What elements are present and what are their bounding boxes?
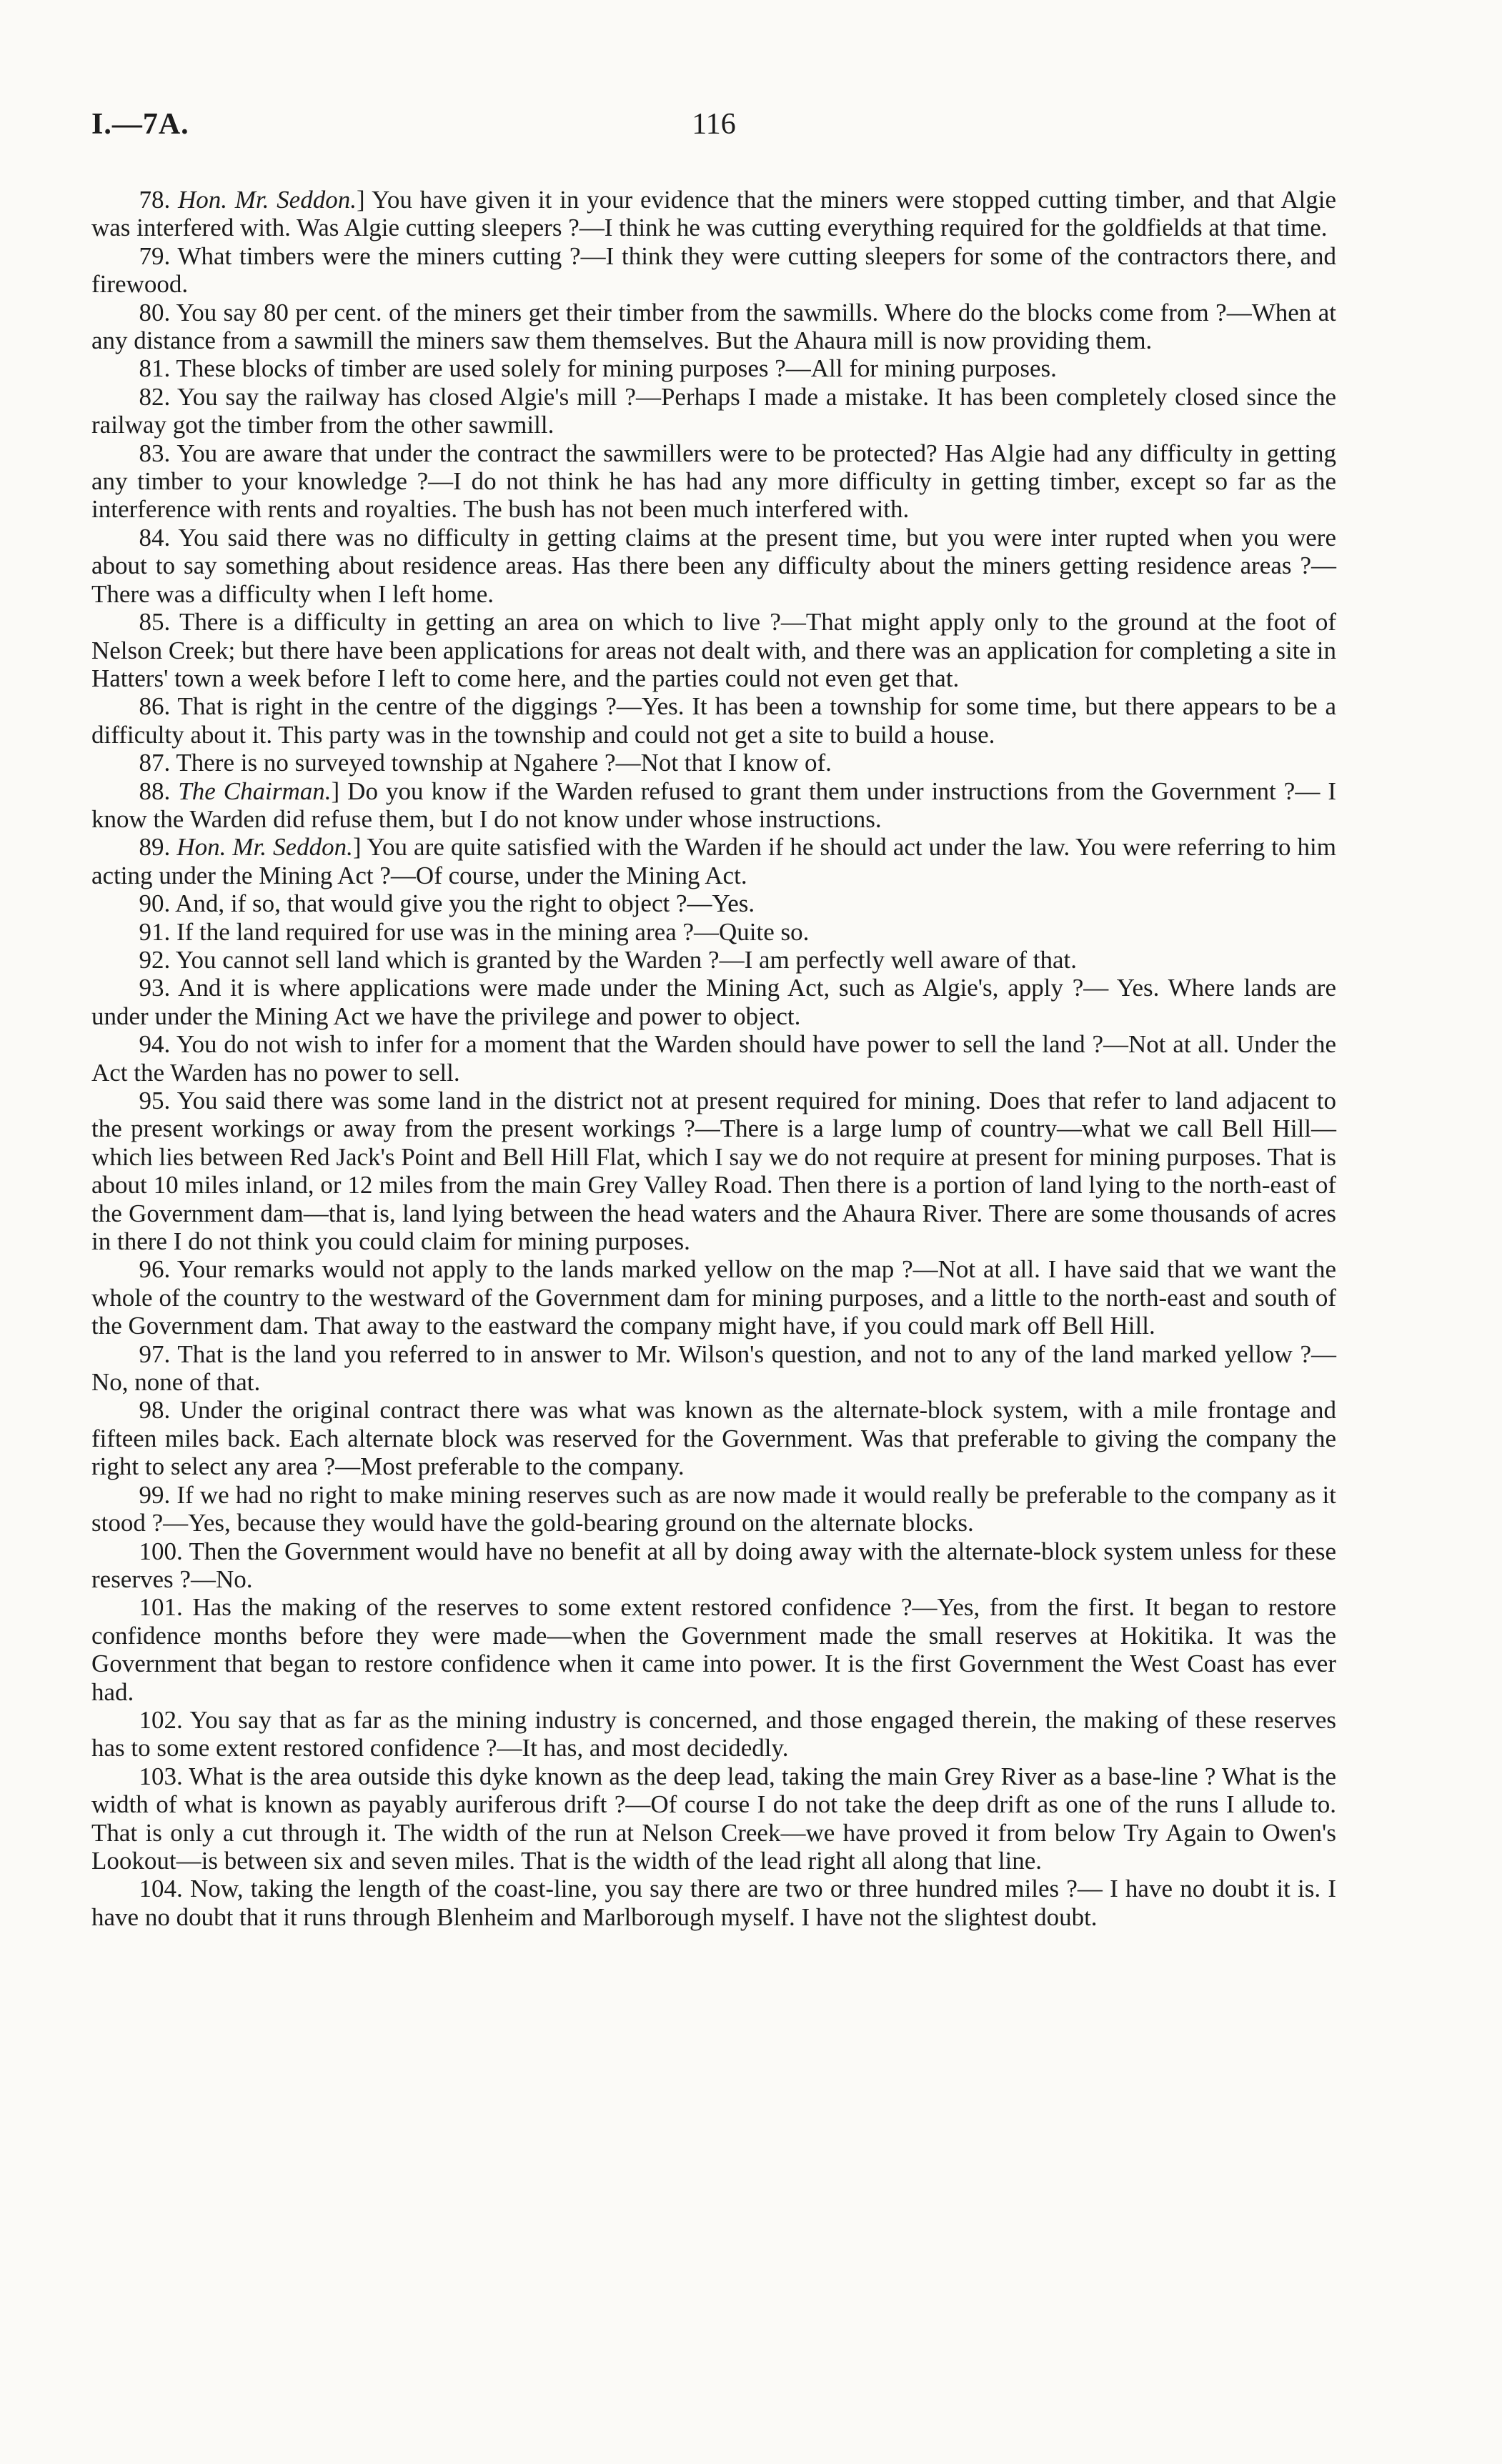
question-paragraph xyxy=(91,242,1336,299)
question-text: Has the making of the reserves to some extent restored confidence ?—Yes, from the first. It began to restore confidence months before they were made—when the Government made the small reserves at Hokitika. It was the Government that began to restore confidence when it came into power. It is the first Government the West Coast has ever had. xyxy=(91,1593,1337,1706)
question-paragraph xyxy=(91,1087,1336,1255)
question-number: 84. xyxy=(139,523,171,552)
question-number: 91. xyxy=(139,917,171,946)
question-paragraph xyxy=(91,354,1336,382)
question-number: 92. xyxy=(139,945,171,974)
question-text: You do not wish to infer for a moment that the Warden should have power to sell the land ?—Not at all. Under the Act the Warden has no power to sell. xyxy=(91,1030,1336,1087)
question-paragraph xyxy=(91,918,1336,946)
question-text: What is the area outside this dyke known as the deep lead, taking the main Grey River as a base-line ? What is the width of what is known as payably auriferous drift ?—Of course I do not take the deep drift as one of the runs I allude to. That is only a cut through it. The width of the run at Nelson Creek—we have proved it from below Try Again to Owen's Lookout—is between six and seven miles. That is the width of the lead right all along that line. xyxy=(91,1762,1336,1875)
question-paragraph xyxy=(91,439,1336,524)
document-page xyxy=(91,100,1336,1931)
question-text: You cannot sell land which is granted by the Warden ?—I am perfectly well aware of that. xyxy=(175,945,1078,974)
question-paragraph xyxy=(91,1593,1336,1706)
question-text: You say 80 per cent. of the miners get their timber from the sawmills. Where do the blocks come from ?—When at any distance from a sawmill the miners saw them themselves. But the Ahaura mill is now providing them. xyxy=(91,298,1337,355)
question-text: Your remarks would not apply to the lands marked yellow on the map ?—Not at all. I have said that we want the whole of the country to the westward of the Government dam for mining purposes, and a little to the north-east and south of the Government dam. That away to the eastward the company might have, if you could mark off Bell Hill. xyxy=(91,1255,1336,1340)
question-paragraph xyxy=(91,946,1336,974)
document-reference: I.—7A. xyxy=(91,108,189,141)
question-number: 103. xyxy=(139,1762,183,1790)
question-number: 97. xyxy=(139,1340,171,1368)
question-number: 86. xyxy=(139,692,171,721)
question-text: What timbers were the miners cutting ?—I think they were cutting sleepers for some of the contractors there, and firewood. xyxy=(91,241,1337,299)
question-paragraph xyxy=(91,833,1336,889)
question-text: ] You have given it in your evidence that the miners were stopped cutting timber, and that Algie was interfered with. Was Algie cutting sleepers ?—I think he was cutting everything required for the goldfields at that time. xyxy=(91,186,1336,242)
question-number: 83. xyxy=(139,439,171,467)
question-paragraph xyxy=(91,749,1336,777)
page-number: 116 xyxy=(692,108,736,141)
question-text: There is a difficulty in getting an area on which to live ?—That might apply only to the ground at the foot of Nelson Creek; but there have been applications for areas not dealt with, and there was an application for completing a site in Hatters' town a week before I left to come here, and the parties could not even get that. xyxy=(91,608,1336,692)
question-number: 79. xyxy=(139,241,171,270)
question-text: These blocks of timber are used solely for mining purposes ?—All for mining purposes. xyxy=(176,354,1057,383)
speaker-name: Hon. Mr. Seddon. xyxy=(176,833,353,862)
page-header xyxy=(91,100,1336,157)
question-number: 102. xyxy=(139,1705,183,1734)
question-number: 100. xyxy=(139,1537,183,1565)
question-paragraph xyxy=(91,889,1336,917)
question-paragraph xyxy=(91,524,1336,608)
question-paragraph xyxy=(91,608,1336,692)
question-number: 96. xyxy=(139,1255,171,1284)
question-text: And, if so, that would give you the right to object ?—Yes. xyxy=(175,889,755,918)
question-paragraph xyxy=(91,1762,1336,1875)
question-text: Under the original contract there was what was known as the alternate-block system, with a mile frontage and fifteen miles back. Each alternate block was reserved for the Government. Was that preferable to giving the company the right to select any area ?—Most preferable to the company. xyxy=(91,1396,1336,1481)
question-text: Now, taking the length of the coast-line, you say there are two or three hundred miles ?— I have no doubt it is. I have no doubt that it runs through Blenheim and Marlborough myself. I have not the slightest doubt. xyxy=(91,1875,1336,1931)
question-paragraph xyxy=(91,1706,1336,1762)
evidence-text xyxy=(91,186,1336,1931)
question-paragraph xyxy=(91,692,1336,749)
question-text: You say the railway has closed Algie's mill ?—Perhaps I made a mistake. It has been completely closed since the railway got the timber from the other sawmill. xyxy=(91,382,1336,439)
question-number: 82. xyxy=(139,382,171,411)
question-number: 81. xyxy=(139,354,171,383)
question-paragraph xyxy=(91,186,1336,242)
question-number: 78. xyxy=(139,186,171,214)
question-paragraph xyxy=(91,974,1336,1030)
question-text: And it is where applications were made under the Mining Act, such as Algie's, apply ?— Yes. Where lands are under under the Mining Act we have the privilege and power to object. xyxy=(91,974,1336,1030)
question-paragraph xyxy=(91,1255,1336,1340)
speaker-name: The Chairman. xyxy=(178,777,332,805)
question-paragraph xyxy=(91,299,1336,355)
question-text: If the land required for use was in the mining area ?—Quite so. xyxy=(176,917,810,946)
question-paragraph xyxy=(91,777,1336,834)
question-text: If we had no right to make mining reserves such as are now made it would really be preferable to the company as it stood ?—Yes, because they would have the gold-bearing ground on the alternate blocks. xyxy=(91,1480,1337,1537)
question-number: 87. xyxy=(139,749,171,777)
question-text: There is no surveyed township at Ngahere ?—Not that I know of. xyxy=(176,749,832,777)
question-number: 85. xyxy=(139,608,171,637)
question-number: 104. xyxy=(139,1875,183,1903)
question-paragraph xyxy=(91,1481,1336,1537)
question-number: 99. xyxy=(139,1480,171,1509)
question-number: 80. xyxy=(139,298,171,326)
question-text: ] You are quite satisfied with the Warden if he should act under the law. You were referring to him acting under the Mining Act ?—Of course, under the Mining Act. xyxy=(91,833,1336,889)
question-text: You say that as far as the mining industry is concerned, and those engaged therein, the making of these reserves has to some extent restored confidence ?—It has, and most decidedly. xyxy=(91,1705,1336,1762)
question-text: You said there was some land in the district not at present required for mining. Does that refer to land adjacent to the present workings or away from the present workings ?—There is a large lump of country—what we call Bell Hill—which lies between Red Jack's Point and Bell Hill Flat, which I say we do not require at present for mining purposes. That is about 10 miles inland, or 12 miles from the main Grey Valley Road. Then there is a portion of land lying to the north-east of the Government dam—that is, land lying between the head waters and the Ahaura River. There are some thousands of acres in there I do not think you could claim for mining purposes. xyxy=(91,1087,1336,1256)
question-text: That is the land you referred to in answer to Mr. Wilson's question, and not to any of the land marked yellow ?—No, none of that. xyxy=(91,1340,1336,1397)
question-number: 98. xyxy=(139,1396,171,1425)
question-number: 88. xyxy=(139,777,171,805)
question-number: 93. xyxy=(139,974,171,1002)
question-number: 89. xyxy=(139,833,171,862)
question-text: You said there was no difficulty in getting claims at the present time, but you were inter rupted when you were about to say something about residence areas. Has there been any difficulty about the miners getting residence areas ?—There was a difficulty when I left home. xyxy=(91,523,1336,608)
question-number: 94. xyxy=(139,1030,171,1059)
speaker-name: Hon. Mr. Seddon. xyxy=(178,186,357,214)
question-text: ] Do you know if the Warden refused to grant them under instructions from the Government ?— I know the Warden did refuse them, but I do not know under whose instructions. xyxy=(91,777,1336,833)
question-number: 90. xyxy=(139,889,171,918)
question-number: 95. xyxy=(139,1087,171,1114)
question-text: You are aware that under the contract the sawmillers were to be protected? Has Algie had any difficulty in getting any timber to your knowledge ?—I do not think he has had any more difficulty in getting timber, except so far as the interference with rents and royalties. The bush has not been much interfered with. xyxy=(91,439,1336,524)
question-number: 101. xyxy=(139,1593,183,1622)
question-paragraph xyxy=(91,1537,1336,1594)
question-paragraph xyxy=(91,383,1336,439)
question-text: That is right in the centre of the diggings ?—Yes. It has been a township for some time, but there appears to be a difficulty about it. This party was in the township and could not get a site to build a house. xyxy=(91,692,1336,749)
question-paragraph xyxy=(91,1396,1336,1480)
question-paragraph xyxy=(91,1340,1336,1397)
question-paragraph xyxy=(91,1030,1336,1087)
question-text: Then the Government would have no benefit at all by doing away with the alternate-block system unless for these reserves ?—No. xyxy=(91,1537,1336,1593)
question-paragraph xyxy=(91,1875,1336,1931)
